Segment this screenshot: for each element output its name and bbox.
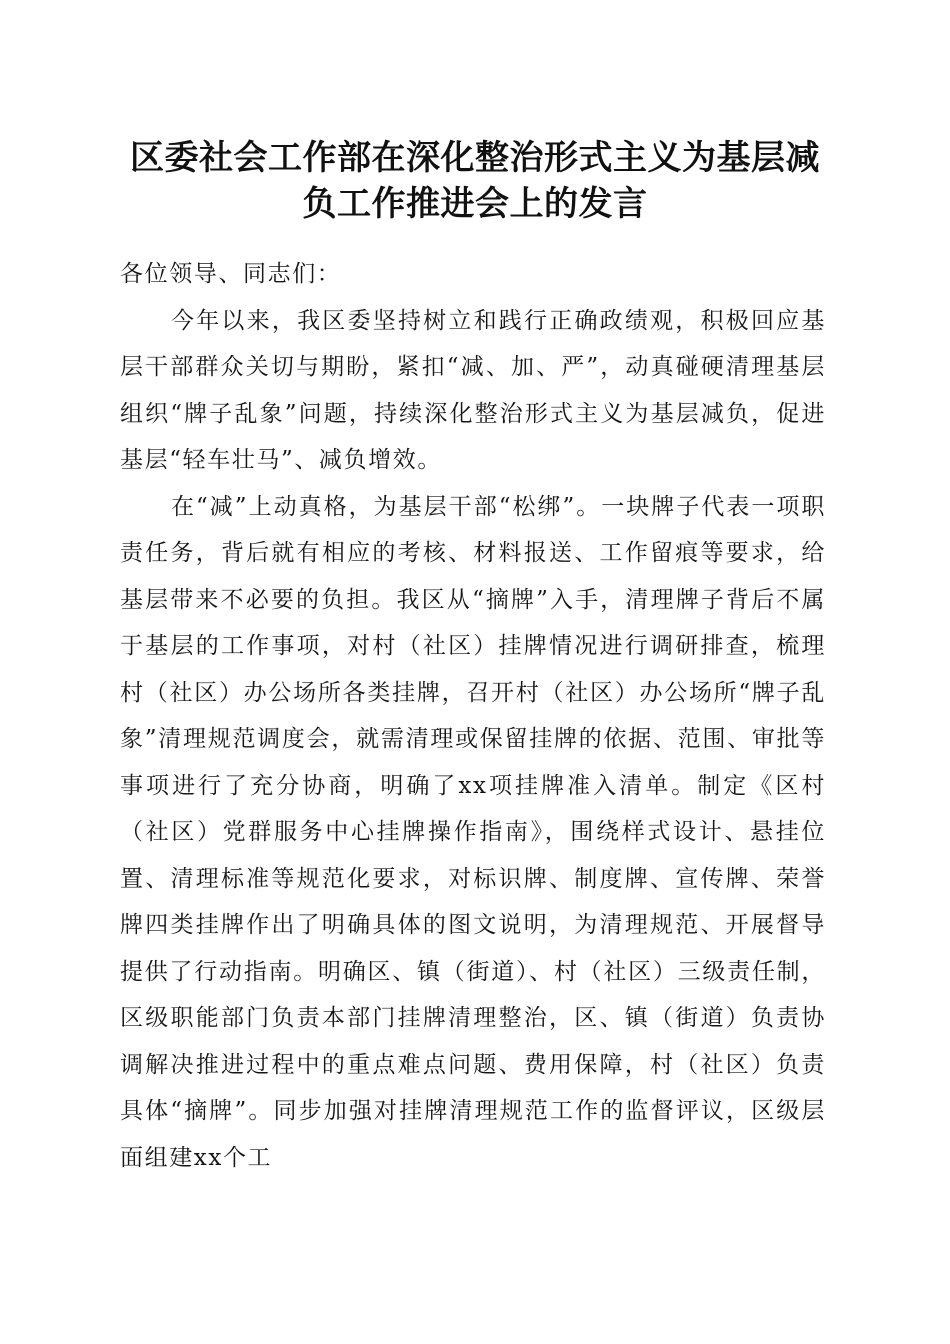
title-line-1: 区委社会工作部在深化整治形式主义为基层减 (130, 138, 820, 178)
title-line-2: 负工作推进会上的发言 (302, 184, 648, 224)
salutation: 各位领导、同志们： (120, 261, 342, 287)
paragraph-1: 今年以来，我区委坚持树立和践行正确政绩观，积极回应基层干部群众关切与期盼，紧扣“减、加、严”，动真碰硬清理基层组织“牌子乱象”问题，持续深化整治形式主义为基层减负，促进基层“轻车壮马”、减负增效。 (120, 307, 826, 473)
document-body (120, 251, 826, 1181)
document-title (100, 135, 850, 227)
paragraph-2: 在“减”上动真格，为基层干部“松绑”。一块牌子代表一项职责任务，背后就有相应的考核、材料报送、工作留痕等要求，给基层带来不必要的负担。我区从“摘牌”入手，清理牌子背后不属于基层的工作事项，对村（社区）挂牌情况进行调研排查，梳理村（社区）办公场所各类挂牌，召开村（社区）办公场所“牌子乱象”清理规范调度会，就需清理或保留挂牌的依据、范围、审批等事项进行了充分协商，明确了xx项挂牌准入清单。制定《区村（社区）党群服务中心挂牌操作指南》，围绕样式设计、悬挂位置、清理标准等规范化要求，对标识牌、制度牌、宣传牌、荣誉牌四类挂牌作出了明确具体的图文说明，为清理规范、开展督导提供了行动指南。明确区、镇（街道）、村（社区）三级责任制，区级职能部门负责本部门挂牌清理整治，区、镇（街道）负责协调解决推进过程中的重点难点问题、费用保障，村（社区）负责具体“摘牌”。同步加强对挂牌清理规范工作的监督评议，区级层面组建xx个工 (120, 493, 826, 1171)
